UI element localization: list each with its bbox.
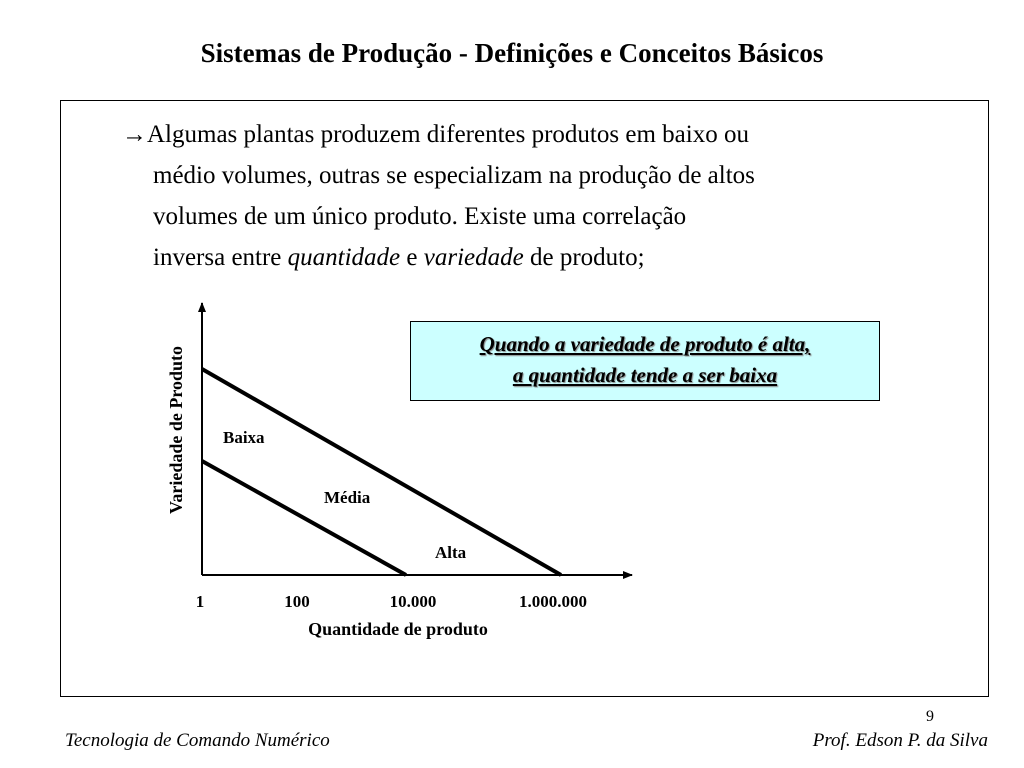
y-axis-label: Variedade de Produto bbox=[166, 345, 186, 515]
bullet-text-middle: e bbox=[400, 244, 424, 271]
callout-box bbox=[410, 321, 880, 401]
callout-line-2: a quantidade tende a ser baixa bbox=[512, 363, 778, 387]
x-tick-label: 1 bbox=[195, 592, 205, 611]
region-label-media: Média bbox=[324, 488, 371, 507]
bullet-line-2: médio volumes, outras se especializam na produção de altos bbox=[153, 162, 755, 189]
page-number: 9 bbox=[926, 708, 934, 725]
footer-course: Tecnologia de Comando Numérico bbox=[65, 730, 330, 751]
bullet-line-3: volumes de um único produto. Existe uma correlação bbox=[153, 203, 687, 230]
region-label-baixa: Baixa bbox=[223, 428, 265, 447]
x-tick-label: 100 bbox=[284, 592, 310, 611]
callout-line-1: Quando a variedade de produto é alta, bbox=[479, 332, 811, 356]
bullet-text-after: de produto; bbox=[523, 244, 645, 271]
footer-author: Prof. Edson P. da Silva bbox=[812, 730, 988, 751]
emphasis-variedade: variedade bbox=[423, 244, 524, 271]
region-label-alta: Alta bbox=[435, 543, 467, 562]
x-axis-label: Quantidade de produto bbox=[308, 619, 488, 639]
bullet-text-before: inversa entre bbox=[153, 244, 288, 271]
x-tick-label: 1.000.000 bbox=[519, 592, 587, 611]
slide-title: Sistemas de Produção - Definições e Conceitos Básicos bbox=[200, 38, 824, 68]
bullet-line-1-text: Algumas plantas produzem diferentes produtos em baixo ou bbox=[147, 121, 749, 148]
x-tick-label: 10.000 bbox=[389, 592, 437, 611]
arrow-right-icon: → bbox=[122, 121, 147, 148]
emphasis-quantidade: quantidade bbox=[287, 244, 401, 271]
boundary-line-lower bbox=[202, 461, 406, 575]
